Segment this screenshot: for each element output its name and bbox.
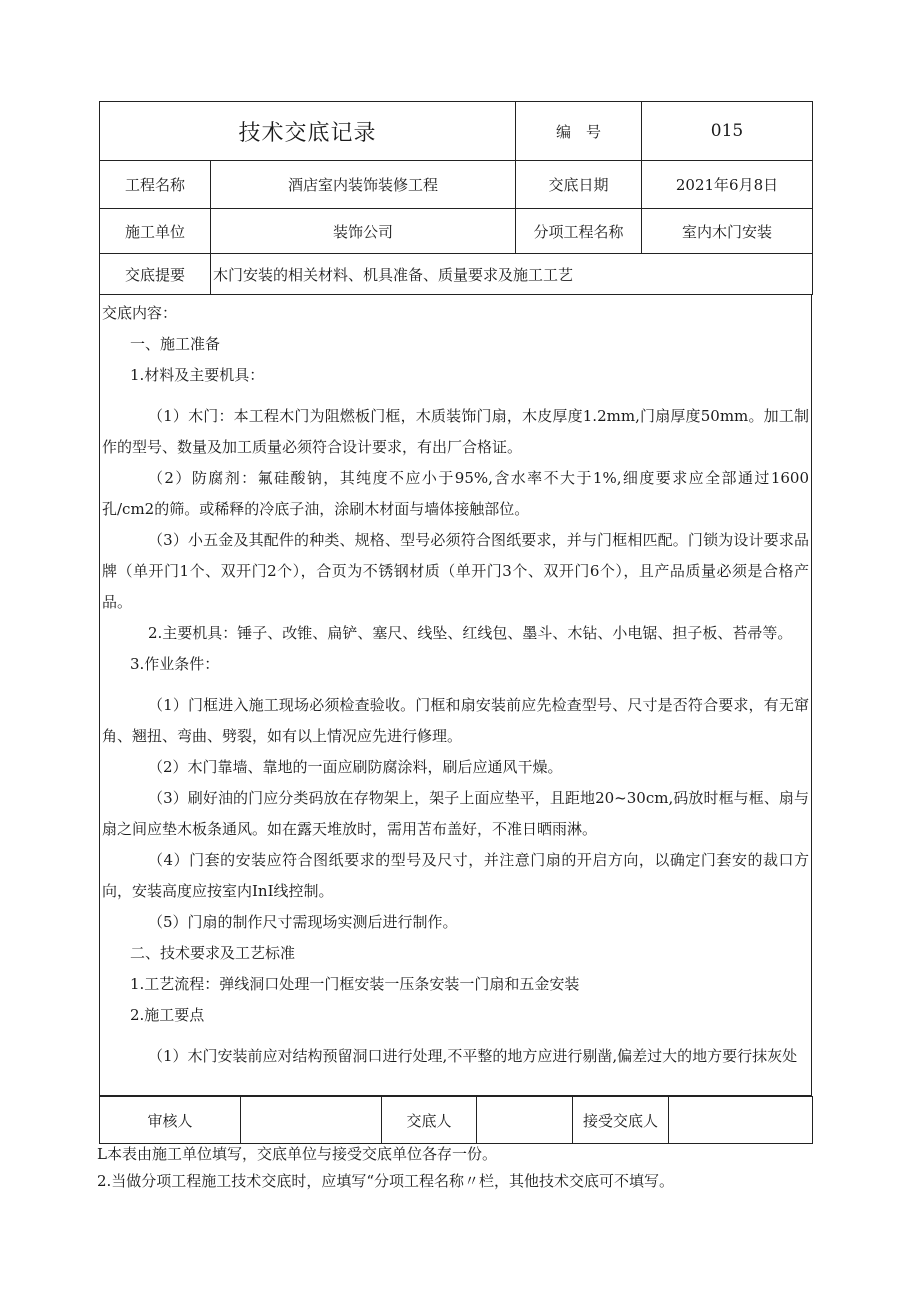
receiver-label: 接受交底人	[573, 1097, 669, 1144]
discloser-field[interactable]	[477, 1097, 573, 1144]
project-name-label: 工程名称	[100, 161, 211, 209]
date-label: 交底日期	[516, 161, 642, 209]
condition-1: （1）门框进入施工现场必须检查验收。门框和扇安装前应先检查型号、尺寸是否符合要求，有无窜角、翘扭、弯曲、劈裂，如有以上情况应先进行修理。	[102, 696, 809, 745]
key-points-heading: 2.施工要点	[130, 1006, 205, 1024]
process-flow-line: 1.工艺流程：弹线洞口处理一门框安装一压条安装一门扇和五金安装	[130, 975, 580, 993]
document-title: 技术交底记录	[100, 102, 516, 161]
key-point-1: （1）木门安装前应对结构预留洞口进行处理,不平整的地方应进行剔凿,偏差过大的地方要行抹灰处	[148, 1047, 798, 1065]
footnotes	[97, 1141, 817, 1195]
project-name-value: 酒店室内装饰装修工程	[211, 161, 516, 209]
content-label: 交底内容：	[102, 304, 178, 322]
condition-2: （2）木门靠墙、靠地的一面应刷防腐涂料，刷后应通风干燥。	[148, 758, 563, 776]
section-preparation: 一、施工准备	[130, 335, 221, 353]
receiver-field[interactable]	[669, 1097, 813, 1144]
number-label: 编 号	[516, 102, 642, 161]
paragraph-hardware: （3）小五金及其配件的种类、规格、型号必须符合图纸要求，并与门框相匹配。门锁为设计要求品牌（单开门1个、双开门2个），合页为不锈钢材质（单开门3个、双开门6个），且产品质量必须是合格产品。	[102, 531, 809, 611]
subitem-value: 室内木门安装	[642, 209, 813, 254]
condition-4: （4）门套的安装应符合图纸要求的型号及尺寸，并注意门扇的开启方向，以确定门套安的裁口方向，安装高度应按室内InI线控制。	[102, 851, 809, 900]
unit-value: 装饰公司	[211, 209, 516, 254]
summary-label: 交底提要	[100, 254, 211, 295]
condition-5: （5）门扇的制作尺寸需现场实测后进行制作。	[148, 913, 458, 931]
discloser-label: 交底人	[382, 1097, 477, 1144]
header-table	[99, 101, 813, 295]
disclosure-content	[99, 294, 812, 1096]
number-value: 015	[642, 102, 813, 161]
date-value: 2021年6月8日	[642, 161, 813, 209]
signature-table	[99, 1096, 813, 1144]
footnote-1: L本表由施工单位填写，交底单位与接受交底单位各存一份。	[97, 1145, 497, 1163]
paragraph-preservative: （2）防腐剂：氟硅酸钠，其纯度不应小于95%,含水率不大于1%,细度要求应全部通过1600孔/cm2的筛。或稀释的冷底子油，涂刷木材面与墙体接触部位。	[102, 469, 809, 518]
reviewer-label: 审核人	[100, 1097, 241, 1144]
tools-line: 2.主要机具：锤子、改锥、扁铲、塞尺、线坠、红线包、墨斗、木钻、小电锯、担子板、苔帚等。	[148, 624, 793, 642]
condition-3: （3）刷好油的门应分类码放在存物架上，架子上面应垫平，且距地20~30cm,码放时框与框、扇与扇之间应垫木板条通风。如在露天堆放时，需用苫布盖好，不准日晒雨淋。	[102, 789, 809, 838]
paragraph-wood-door: （1）木门：本工程木门为阻燃板门框，木质装饰门扇，木皮厚度1.2mm,门扇厚度50mm。加工制作的型号、数量及加工质量必须符合设计要求，有出厂合格证。	[102, 407, 809, 456]
footnote-2: 2.当做分项工程施工技术交底时，应填写“分项工程名称〃栏，其他技术交底可不填写。	[97, 1172, 674, 1190]
section-technical-requirements: 二、技术要求及工艺标准	[130, 944, 296, 962]
summary-value: 木门安装的相关材料、机具准备、质量要求及施工工艺	[211, 254, 813, 295]
reviewer-field[interactable]	[241, 1097, 382, 1144]
materials-heading: 1.材料及主要机具：	[130, 366, 265, 384]
work-conditions-heading: 3.作业条件：	[130, 655, 220, 673]
subitem-label: 分项工程名称	[516, 209, 642, 254]
unit-label: 施工单位	[100, 209, 211, 254]
